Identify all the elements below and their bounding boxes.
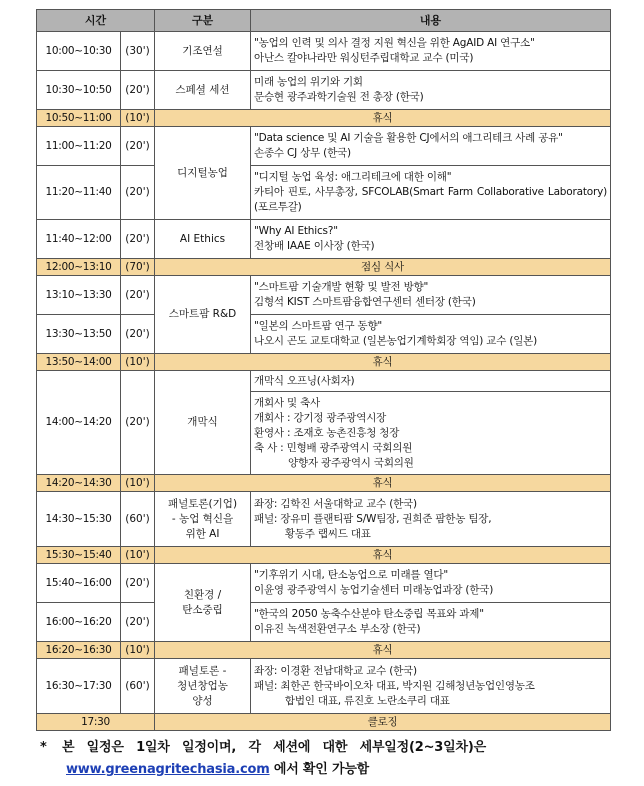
content-line: 좌장: 이경환 전남대학교 교수 (한국) [254,664,417,677]
break-label: 휴식 [155,475,611,492]
break-label: 점심 식사 [155,259,611,276]
content-line: 개막식 오프닝(사회자) [254,374,355,387]
content-cell [251,659,611,714]
break-row [37,259,611,276]
break-row [37,642,611,659]
content-line: "Data science 및 AI 기술을 활용한 CJ에서의 애그리테크 사례 공유" [254,132,563,144]
time-cell: 11:40~12:00 [37,220,121,259]
duration-cell: (20') [121,166,155,220]
session-row [37,220,611,259]
duration-cell: (20') [121,315,155,354]
session-row [37,371,611,392]
break-row [37,110,611,127]
duration-cell: (20') [121,371,155,475]
time-cell: 10:30~10:50 [37,71,121,110]
section-line: 디지털농업 [177,166,228,179]
content-cell [251,220,611,259]
time-cell: 16:30~17:30 [37,659,121,714]
content-cell [251,127,611,166]
time-cell: 11:00~11:20 [37,127,121,166]
session-row [37,492,611,547]
time-cell: 14:30~15:30 [37,492,121,547]
section-line: 위한 AI [185,527,220,540]
content-line: 황동주 랩씨드 대표 [254,527,371,540]
content-cell [251,315,611,354]
content-line: 이유진 녹색전환연구소 부소장 (한국) [254,623,421,635]
section-line: 스페셜 세션 [175,83,230,96]
section-cell [155,276,251,354]
content-cell [251,603,611,642]
content-line: 축 사 : 민형배 광주광역시 국회의원 [254,441,413,454]
content-line: 나오시 곤도 교토대학교 (일본농업기계학회장 역임) 교수 (일본) [254,335,538,347]
header-section: 구분 [155,10,251,32]
section-cell [155,371,251,475]
duration-cell: (30') [121,32,155,71]
duration-cell: (60') [121,659,155,714]
duration-cell: (10') [121,547,155,564]
duration-cell: (70') [121,259,155,276]
schedule-note [40,737,615,781]
website-link[interactable]: www.greenagritechasia.com [66,762,270,777]
duration-cell: (20') [121,603,155,642]
content-cell [251,564,611,603]
content-line: 패널: 최한곤 한국바이오차 대표, 박지원 김해청년농업인영농조 [254,679,535,692]
duration-cell: (20') [121,71,155,110]
note-text: 본 일정은 1일차 일정이며, 각 세션에 대한 세부일정(2~3일차)은 [62,740,486,755]
content-cell [251,371,611,392]
break-label: 휴식 [155,642,611,659]
content-line: 환영사 : 조재호 농촌진흥청 청장 [254,426,400,439]
session-row [37,32,611,71]
note-asterisk: * [40,740,47,755]
section-line: 양성 [192,694,213,707]
session-row [37,564,611,603]
content-line: 패널: 장유미 플랜티팜 S/W팀장, 권희준 팜한농 팀장, [254,512,492,525]
break-row [37,354,611,371]
content-line: 개회사 : 강기정 광주광역시장 [254,411,387,424]
duration-cell: (10') [121,475,155,492]
section-cell [155,220,251,259]
session-row [37,166,611,220]
session-row [37,659,611,714]
closing-label: 클로징 [155,714,611,731]
content-line: "디지털 농업 육성: 애그리테크에 대한 이해" [254,171,452,183]
note-line-1 [40,737,615,759]
duration-cell: (20') [121,127,155,166]
break-label: 휴식 [155,354,611,371]
content-line: 양향자 광주광역시 국회의원 [254,456,414,469]
section-cell [155,564,251,642]
content-line: "Why AI Ethics?" [254,225,338,237]
duration-cell: (10') [121,354,155,371]
session-row [37,315,611,354]
content-line: "일본의 스마트팜 연구 동향" [254,320,383,332]
break-label: 휴식 [155,110,611,127]
content-line: 미래 농업의 위기와 기회 [254,76,363,88]
break-row [37,547,611,564]
section-line: - 농업 혁신을 [171,512,234,525]
content-cell [251,276,611,315]
content-line: 개회사 및 축사 [254,396,320,409]
section-line: 패널토론(기업) [167,497,238,510]
content-line: 이윤영 광주광역시 농업기술센터 미래농업과장 (한국) [254,584,494,596]
schedule-table [36,9,611,731]
time-cell: 16:00~16:20 [37,603,121,642]
duration-cell: (20') [121,276,155,315]
section-line: 친환경 / [183,588,222,601]
time-cell: 13:30~13:50 [37,315,121,354]
break-label: 휴식 [155,547,611,564]
break-row [37,475,611,492]
note-line-2 [40,759,615,781]
time-cell: 13:50~14:00 [37,354,121,371]
section-line: 청년창업농 [177,679,228,692]
content-cell [251,492,611,547]
header-content: 내용 [251,10,611,32]
duration-cell: (10') [121,110,155,127]
time-cell: 12:00~13:10 [37,259,121,276]
table-header-row [37,10,611,32]
time-cell: 16:20~16:30 [37,642,121,659]
schedule-body [37,32,611,731]
section-line: 개막식 [187,416,218,428]
content-line: "한국의 2050 농축수산분야 탄소중립 목표와 과제" [254,608,484,620]
content-line: 카티아 핀토, 사무총장, SFCOLAB(Smart Farm Collaborative Laboratory) (포르투갈) [254,186,608,213]
section-line: 패널토론 - [178,664,227,677]
section-cell [155,659,251,714]
content-line: 합법인 대표, 류진호 노란소쿠리 대표 [254,694,450,707]
content-line: 전창배 IAAE 이사장 (한국) [254,240,375,252]
header-time: 시간 [37,10,155,32]
content-cell [251,392,611,475]
section-line: 기조연설 [182,44,223,57]
note-text-rest: 에서 확인 가능함 [269,762,370,777]
content-line: "기후위기 시대, 탄소농업으로 미래를 열다" [254,569,448,581]
section-line: AI Ethics [179,232,226,245]
content-line: 김형석 KIST 스마트팜융합연구센터 센터장 (한국) [254,296,476,308]
content-line: 손종수 CJ 상무 (한국) [254,147,351,159]
section-line: 스마트팜 R&D [168,308,237,320]
section-cell [155,71,251,110]
section-cell [155,32,251,71]
time-cell: 10:50~11:00 [37,110,121,127]
section-line: 탄소중립 [182,603,223,616]
time-cell: 14:20~14:30 [37,475,121,492]
content-cell [251,71,611,110]
duration-cell: (20') [121,564,155,603]
content-line: "스마트팜 기술개발 현황 및 발전 방향" [254,281,429,293]
section-cell [155,127,251,220]
duration-cell: (60') [121,492,155,547]
session-row [37,603,611,642]
content-line: 문승현 광주과학기술원 전 총장 (한국) [254,91,424,103]
closing-row [37,714,611,731]
time-cell: 15:40~16:00 [37,564,121,603]
time-cell: 13:10~13:30 [37,276,121,315]
session-row [37,127,611,166]
section-cell [155,492,251,547]
content-line: "농업의 인력 및 의사 결정 지원 혁신을 위한 AgAID AI 연구소" [254,37,535,49]
session-row [37,71,611,110]
time-cell: 15:30~15:40 [37,547,121,564]
content-cell [251,32,611,71]
content-line: 좌장: 김학진 서울대학교 교수 (한국) [254,497,417,510]
time-cell: 10:00~10:30 [37,32,121,71]
time-cell: 17:30 [37,714,155,731]
session-row [37,276,611,315]
content-line: 아난스 칼야나라만 워싱턴주립대학교 교수 (미국) [254,52,474,64]
time-cell: 11:20~11:40 [37,166,121,220]
content-cell [251,166,611,220]
duration-cell: (10') [121,642,155,659]
time-cell: 14:00~14:20 [37,371,121,475]
duration-cell: (20') [121,220,155,259]
